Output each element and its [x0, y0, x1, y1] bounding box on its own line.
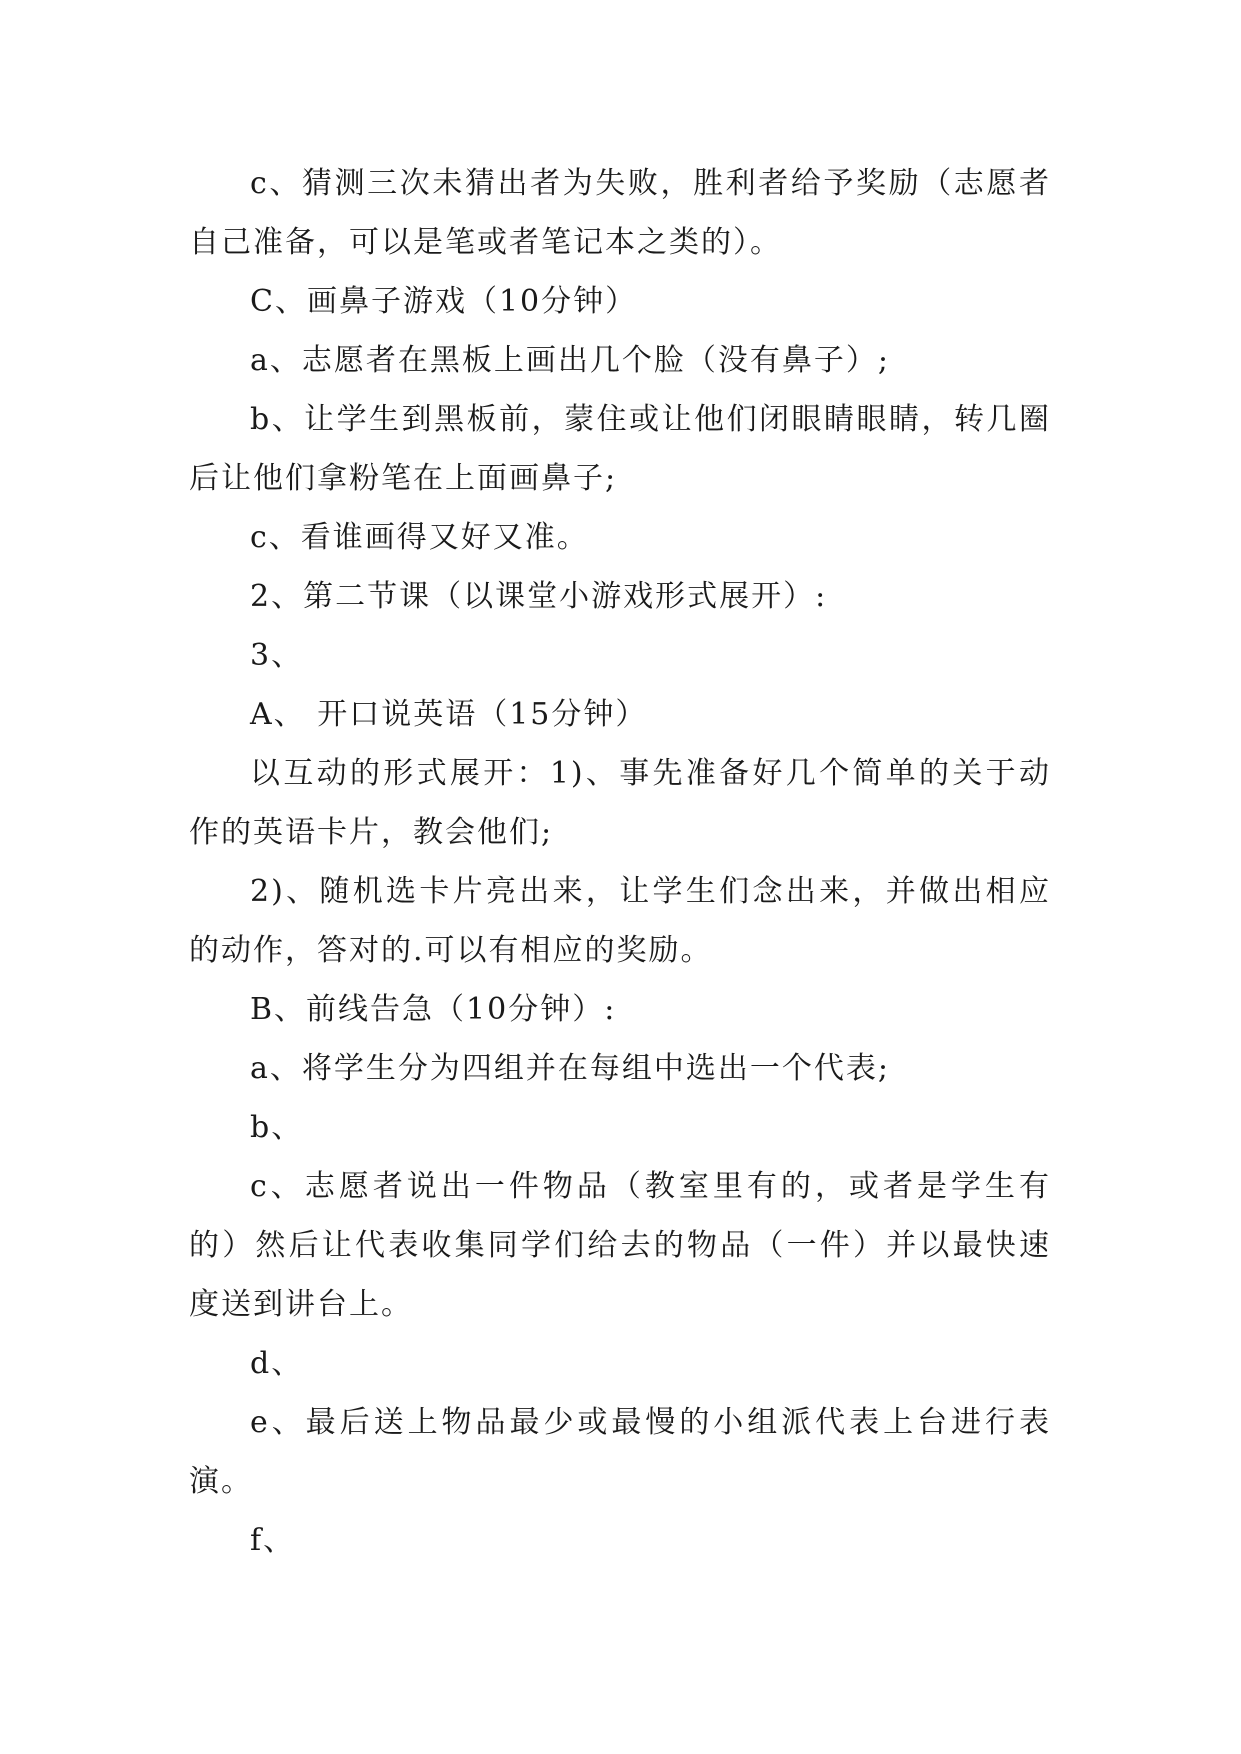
paragraph-item-3: 3、: [250, 638, 304, 673]
paragraph-c-collect-items: c、志愿者说出一件物品（教室里有的，或者是学生有的）然后让代表收集同学们给去的物品（一件）并以最快速度送到讲台上。: [189, 1169, 1051, 1322]
paragraph-speak-english: A、 开口说英语（15分钟）: [250, 697, 648, 732]
paragraph-second-lesson: 2、第二节课（以课堂小游戏形式展开）:: [250, 579, 828, 614]
paragraph-frontline-alert: B、前线告急（10分钟）:: [250, 992, 617, 1027]
paragraph-interactive-cards: 以互动的形式展开：1)、事先准备好几个简单的关于动作的英语卡片，教会他们;: [189, 756, 1051, 850]
paragraph-a-draw-faces: a、志愿者在黑板上画出几个脸（没有鼻子）;: [250, 343, 890, 378]
paragraph-e-performance: e、最后送上物品最少或最慢的小组派代表上台进行表演。: [189, 1405, 1051, 1499]
paragraph-b-blindfold: b、让学生到黑板前，蒙住或让他们闭眼睛眼睛，转几圈后让他们拿粉笔在上面画鼻子;: [189, 402, 1051, 496]
paragraph-d-empty: d、: [250, 1346, 304, 1381]
paragraph-b-empty: b、: [250, 1110, 304, 1145]
paragraph-c-who-draws-best: c、看谁画得又好又准。: [250, 520, 589, 555]
document-body: [189, 154, 1051, 1570]
paragraph-random-cards: 2)、随机选卡片亮出来，让学生们念出来，并做出相应的动作，答对的.可以有相应的奖励。: [189, 874, 1051, 968]
paragraph-f-empty: f、: [250, 1523, 296, 1558]
paragraph-a-four-groups: a、将学生分为四组并在每组中选出一个代表;: [250, 1051, 890, 1086]
paragraph-draw-nose-game: C、画鼻子游戏（10分钟）: [250, 284, 638, 319]
paragraph-c-guess: c、猜测三次未猜出者为失败，胜利者给予奖励（志愿者自己准备，可以是笔或者笔记本之类的）。: [189, 166, 1051, 260]
